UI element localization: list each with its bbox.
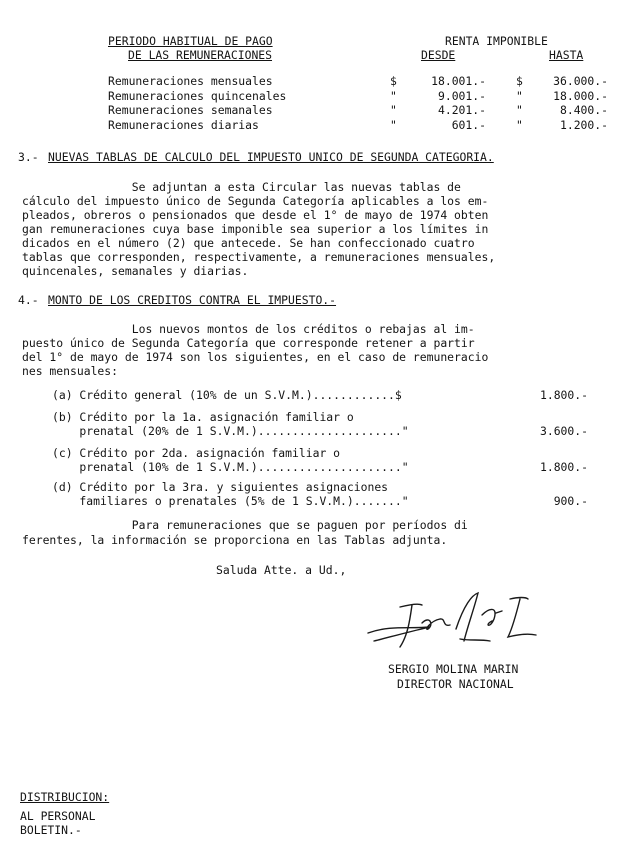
credit-amount: 900.- [553,494,588,508]
table-header-desde: DESDE [421,48,456,62]
credit-line: prenatal (10% de 1 S.V.M.)....................." [52,460,409,474]
row-currency-mark: " [390,89,397,103]
section-4-heading: MONTO DE LOS CREDITOS CONTRA EL IMPUESTO.- [48,293,337,307]
credit-line: familiares o prenatales (5% de 1 S.V.M.)......." [52,494,409,508]
paragraph-line: gan remuneraciones cuya base imponible sea superior a los límites in [22,222,489,236]
row-desde: 4.201.- [437,103,486,117]
row-label: Remuneraciones quincenales [108,89,287,103]
row-hasta: 18.000.- [553,89,608,103]
row-label: Remuneraciones diarias [108,118,259,132]
row-currency-mark: $ [390,74,397,88]
row-currency-mark: " [516,89,523,103]
distribution-item: BOLETIN.- [20,823,82,837]
row-currency-mark: $ [516,74,523,88]
paragraph-line: quincenales, semanales y diarias. [22,264,249,278]
table-header-hasta: HASTA [549,48,584,62]
row-currency-mark: " [516,118,523,132]
row-hasta: 36.000.- [553,74,608,88]
row-label: Remuneraciones mensuales [108,74,273,88]
paragraph-line: pleados, obreros o pensionados que desde el 1° de mayo de 1974 obten [22,208,489,222]
paragraph-line: puesto único de Segunda Categoría que corresponde retener a partir [22,336,475,350]
section-3-heading: NUEVAS TABLAS DE CALCULO DEL IMPUESTO UNICO DE SEGUNDA CATEGORIA. [48,150,494,164]
distribution-heading: DISTRIBUCION: [20,790,110,804]
signature-image [360,585,580,655]
signatory-title: DIRECTOR NACIONAL [397,677,514,691]
salutation: Saluda Atte. a Ud., [216,563,347,577]
paragraph-line: ferentes, la información se proporciona en las Tablas adjunta. [22,533,448,547]
credit-amount: 1.800.- [539,388,588,402]
credit-amount: 1.800.- [539,460,588,474]
row-hasta: 8.400.- [559,103,608,117]
section-4-number: 4.- [18,293,39,307]
paragraph-line: del 1° de mayo de 1974 son los siguientes, en el caso de remuneracio [22,350,489,364]
credit-line: prenatal (20% de 1 S.V.M.)....................." [52,424,409,438]
table-header-period-sub: DE LAS REMUNERACIONES [128,48,273,62]
row-desde: 601.- [451,118,486,132]
paragraph-line: Para remuneraciones que se paguen por períodos di [22,518,468,532]
row-currency-mark: " [516,103,523,117]
row-label: Remuneraciones semanales [108,103,273,117]
row-desde: 18.001.- [431,74,486,88]
row-desde: 9.001.- [437,89,486,103]
table-header-period: PERIODO HABITUAL DE PAGO [108,34,273,48]
paragraph-line: nes mensuales: [22,364,119,378]
paragraph-line: Los nuevos montos de los créditos o rebajas al im- [22,322,475,336]
credit-line: (a) Crédito general (10% de un S.V.M.)............$ [52,388,402,402]
credit-line: (b) Crédito por la 1a. asignación familiar o [52,410,354,424]
paragraph-line: Se adjuntan a esta Circular las nuevas tablas de [22,180,461,194]
credit-amount: 3.600.- [539,424,588,438]
signatory-name: SERGIO MOLINA MARIN [388,662,519,676]
paragraph-line: dicados en el número (2) que antecede. Se han confeccionado cuatro [22,236,475,250]
distribution-item: AL PERSONAL [20,809,96,823]
table-header-renta: RENTA IMPONIBLE [445,34,548,48]
credit-line: (d) Crédito por la 3ra. y siguientes asignaciones [52,480,389,494]
row-currency-mark: " [390,103,397,117]
paragraph-line: tablas que corresponden, respectivamente, a remuneraciones mensuales, [22,250,496,264]
section-3-number: 3.- [18,150,39,164]
row-currency-mark: " [390,118,397,132]
row-hasta: 1.200.- [559,118,608,132]
credit-line: (c) Crédito por 2da. asignación familiar o [52,446,341,460]
paragraph-line: cálculo del impuesto único de Segunda Categoría aplicables a los em- [22,194,489,208]
